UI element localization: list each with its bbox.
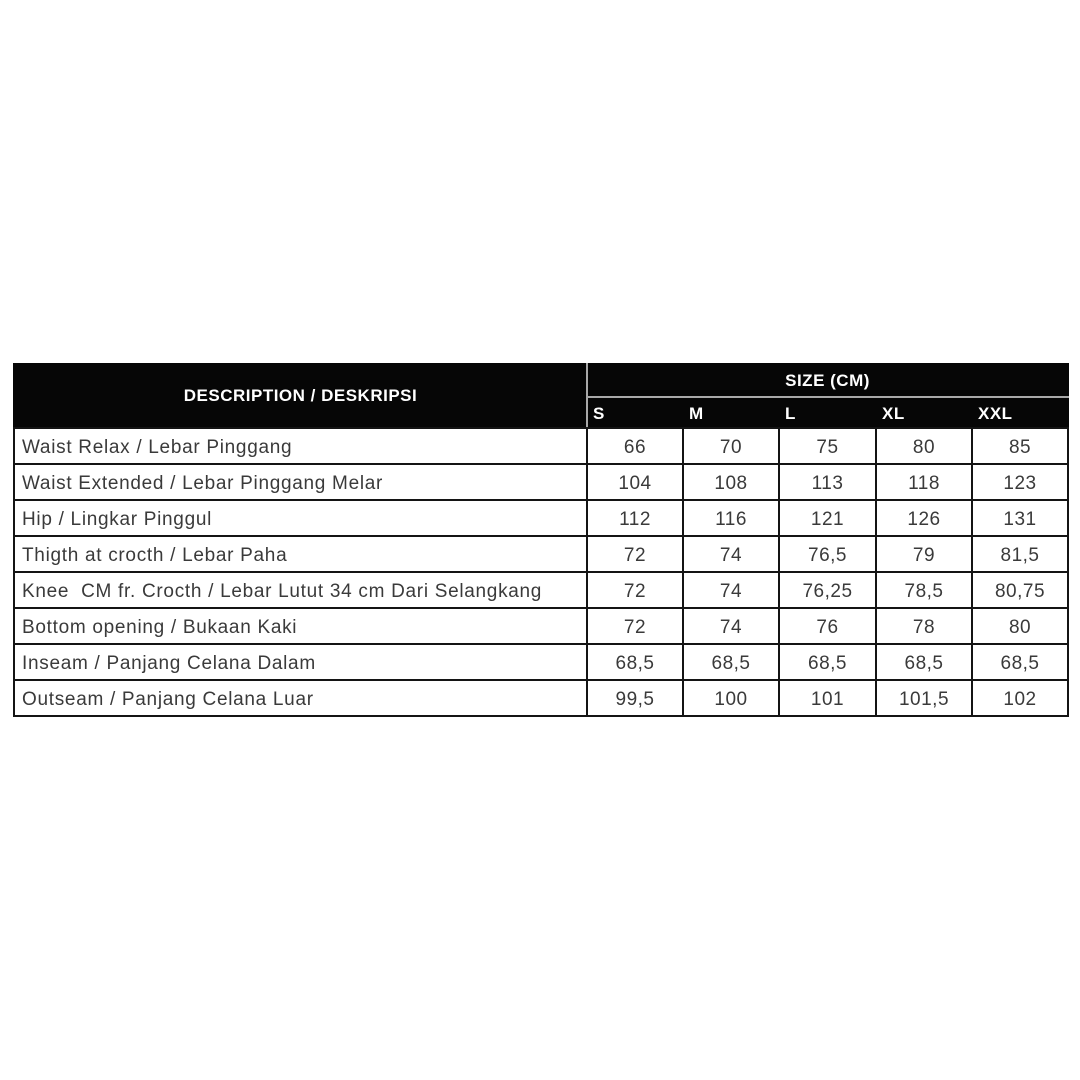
table-header: [14, 364, 1068, 428]
measurement-value: 101: [779, 680, 876, 716]
table-row: [14, 536, 1068, 572]
measurement-value: 104: [587, 464, 683, 500]
measurement-value: 80: [876, 428, 972, 464]
measurement-value: 72: [587, 608, 683, 644]
size-column-header-s: S: [587, 397, 683, 428]
measurement-value: 79: [876, 536, 972, 572]
measurement-label: Bottom opening / Bukaan Kaki: [14, 608, 587, 644]
measurement-label: Knee CM fr. Crocth / Lebar Lutut 34 cm Dari Selangkang: [14, 572, 587, 608]
measurement-value: 76,25: [779, 572, 876, 608]
description-column-header: DESCRIPTION / DESKRIPSI: [14, 364, 587, 428]
measurement-value: 131: [972, 500, 1068, 536]
size-column-header-xxl: XXL: [972, 397, 1068, 428]
measurement-value: 126: [876, 500, 972, 536]
measurement-label: Thigth at crocth / Lebar Paha: [14, 536, 587, 572]
measurement-value: 116: [683, 500, 779, 536]
table-row: [14, 464, 1068, 500]
measurement-value: 72: [587, 536, 683, 572]
size-chart-table: [13, 363, 1069, 717]
measurement-value: 113: [779, 464, 876, 500]
table-row: [14, 644, 1068, 680]
size-group-header-row: [14, 364, 1068, 397]
measurement-value: 85: [972, 428, 1068, 464]
measurement-label: Inseam / Panjang Celana Dalam: [14, 644, 587, 680]
table-row: [14, 572, 1068, 608]
size-cm-header: SIZE (CM): [587, 364, 1068, 397]
measurement-label: Hip / Lingkar Pinggul: [14, 500, 587, 536]
measurement-label: Waist Extended / Lebar Pinggang Melar: [14, 464, 587, 500]
table-body: [14, 428, 1068, 716]
measurement-value: 123: [972, 464, 1068, 500]
size-column-header-xl: XL: [876, 397, 972, 428]
measurement-value: 66: [587, 428, 683, 464]
table-row: [14, 608, 1068, 644]
size-column-header-l: L: [779, 397, 876, 428]
measurement-value: 101,5: [876, 680, 972, 716]
measurement-value: 74: [683, 536, 779, 572]
measurement-value: 68,5: [972, 644, 1068, 680]
measurement-value: 78: [876, 608, 972, 644]
measurement-value: 76: [779, 608, 876, 644]
measurement-value: 121: [779, 500, 876, 536]
measurement-value: 80: [972, 608, 1068, 644]
measurement-value: 68,5: [587, 644, 683, 680]
measurement-value: 74: [683, 608, 779, 644]
measurement-label: Waist Relax / Lebar Pinggang: [14, 428, 587, 464]
measurement-value: 68,5: [876, 644, 972, 680]
measurement-value: 100: [683, 680, 779, 716]
measurement-value: 70: [683, 428, 779, 464]
measurement-value: 112: [587, 500, 683, 536]
measurement-value: 80,75: [972, 572, 1068, 608]
measurement-value: 68,5: [683, 644, 779, 680]
measurement-value: 76,5: [779, 536, 876, 572]
measurement-value: 74: [683, 572, 779, 608]
measurement-value: 102: [972, 680, 1068, 716]
measurement-value: 118: [876, 464, 972, 500]
table-row: [14, 428, 1068, 464]
measurement-value: 108: [683, 464, 779, 500]
table-row: [14, 680, 1068, 716]
measurement-value: 72: [587, 572, 683, 608]
size-column-header-m: M: [683, 397, 779, 428]
measurement-value: 68,5: [779, 644, 876, 680]
measurement-value: 78,5: [876, 572, 972, 608]
measurement-value: 75: [779, 428, 876, 464]
measurement-value: 81,5: [972, 536, 1068, 572]
table-row: [14, 500, 1068, 536]
measurement-value: 99,5: [587, 680, 683, 716]
measurement-label: Outseam / Panjang Celana Luar: [14, 680, 587, 716]
